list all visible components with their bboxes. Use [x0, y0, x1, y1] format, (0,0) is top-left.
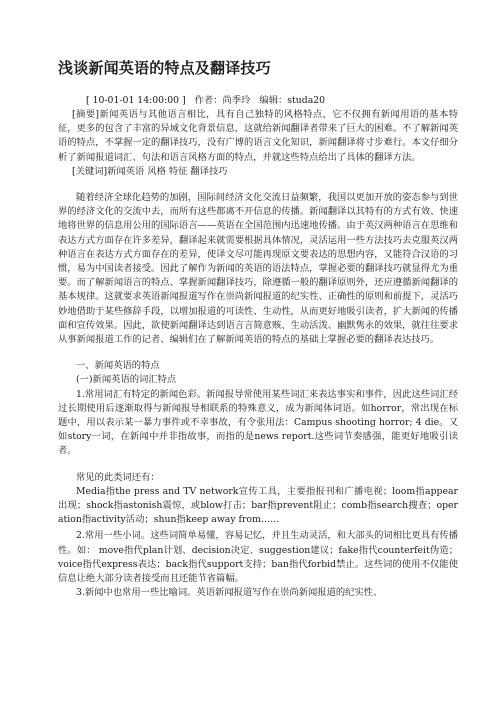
section-heading: 一、新闻英语的特点	[76, 360, 160, 372]
keywords: [关键词]新闻英语 风格 特征 翻译技巧	[72, 165, 228, 177]
media-words-paragraph: Media指the press and TV network宣传工具，主要指报刊和广播电视；loom指appear出现；shock指astonish震惊，或blow打击；bar指prevent阻止；comb指search搜查；operation指activity活动；shun指keep away from……	[58, 485, 458, 526]
point-3: 3.新闻中也常用一些比喻词。英语新闻报道写作在崇尚新闻报道的纪实性、	[76, 587, 383, 599]
article-meta	[86, 94, 458, 108]
author: 作者：尚季玲	[194, 95, 251, 106]
article-title: 浅谈新闻英语的特点及翻译技巧	[58, 59, 271, 77]
publish-date: [ 10-01-01 14:00:00 ]	[86, 95, 186, 106]
subsection-heading: (一)新闻英语的词汇特点	[76, 374, 177, 386]
point-1: 1.常用词汇有特定的新闻色彩。新闻报导常使用某些词汇来表达事实和事件，因此这些词汇经过长期使用后逐渐取得与新闻报导相联系的特殊意义，成为新闻体词语。如horror，常出现在标题中，用以表示某一暴力事件或不幸事故，有令张用法：Campus shooting horror; 4 die。又如story一词，在新闻中并非指故事，而指的是news report.这些词节奏感强，能更好地吸引读者。	[58, 388, 458, 457]
common-words-label: 常见的此类词还有：	[76, 471, 160, 483]
point-2: 2.常用一些小词。这些词简单易懂，容易记忆，并且生动灵活，和大部头的词相比更具有传播性。如： move指代plan计划、decision决定、suggestion建议；fake指代counterfeit伪造；voice指代express表达；back指代support支持；ban指代forbid禁止。这些词的使用不仅能使信息让绝大部分读者接受而且还能节省篇幅。	[58, 530, 458, 585]
intro-paragraph: 随着经济全球化趋势的加剧，国际间经济文化交流日益频繁，我国以更加开放的姿态参与到世界的经济文化的交流中去，而所有这些都离不开信息的传播。新闻翻译以其特有的方式有效、快速地将世界的信息用公用的国际语言——英语在全国范围内迅速地传播。由于英汉两种语言在思维和表达方式方面存在许多差异，翻译起来就需要根据具体情况，灵活运用一些方法技巧去克服英汉两种语言在表达方式方面存在的差异，使译文尽可能再现原文要表达的思想内容，又能符合汉语的习惯，易为中国读者接受。因此了解作为新闻的英语的语法特点，掌握必要的翻译技巧就显得尤为重要。而了解新闻语言的特点、掌握新闻翻译技巧，除遵循一般的翻译原则外，还应遵循新闻翻译的基本规律。这就要求英语新闻报道写作在崇尚新闻报道的纪实性、正确性的原则和前提下，灵活巧妙地借助于某些修辞手段，以增加报道的可读性、生动性，从而更好地吸引读者，扩大新闻的传播面和宣传效果。因此，欲使新闻翻译达到语言言简意赅、生动活泼、幽默隽永的效果，就往往要求从事新闻报道工作的记者、编辑们在了解新闻英语的特点的基础上掌握必要的翻译表达技巧。	[58, 192, 458, 346]
editor: 编辑：studa20	[259, 95, 326, 106]
abstract: [摘要]新闻英语与其他语言相比，具有自己独特的风格特点，它不仅拥有新闻用语的基本特征，更多的包含了丰富的异域文化背景信息，这就给新闻翻译者带来了巨大的困难。不了解新闻英语的特点，不掌握一定的翻译技巧，没有广博的语言文化知识，新闻翻译将寸步难行。本文仔细分析了新闻报道词汇、句法和语言风格方面的特点，并就这些特点给出了具体的翻译方法。	[58, 109, 458, 163]
